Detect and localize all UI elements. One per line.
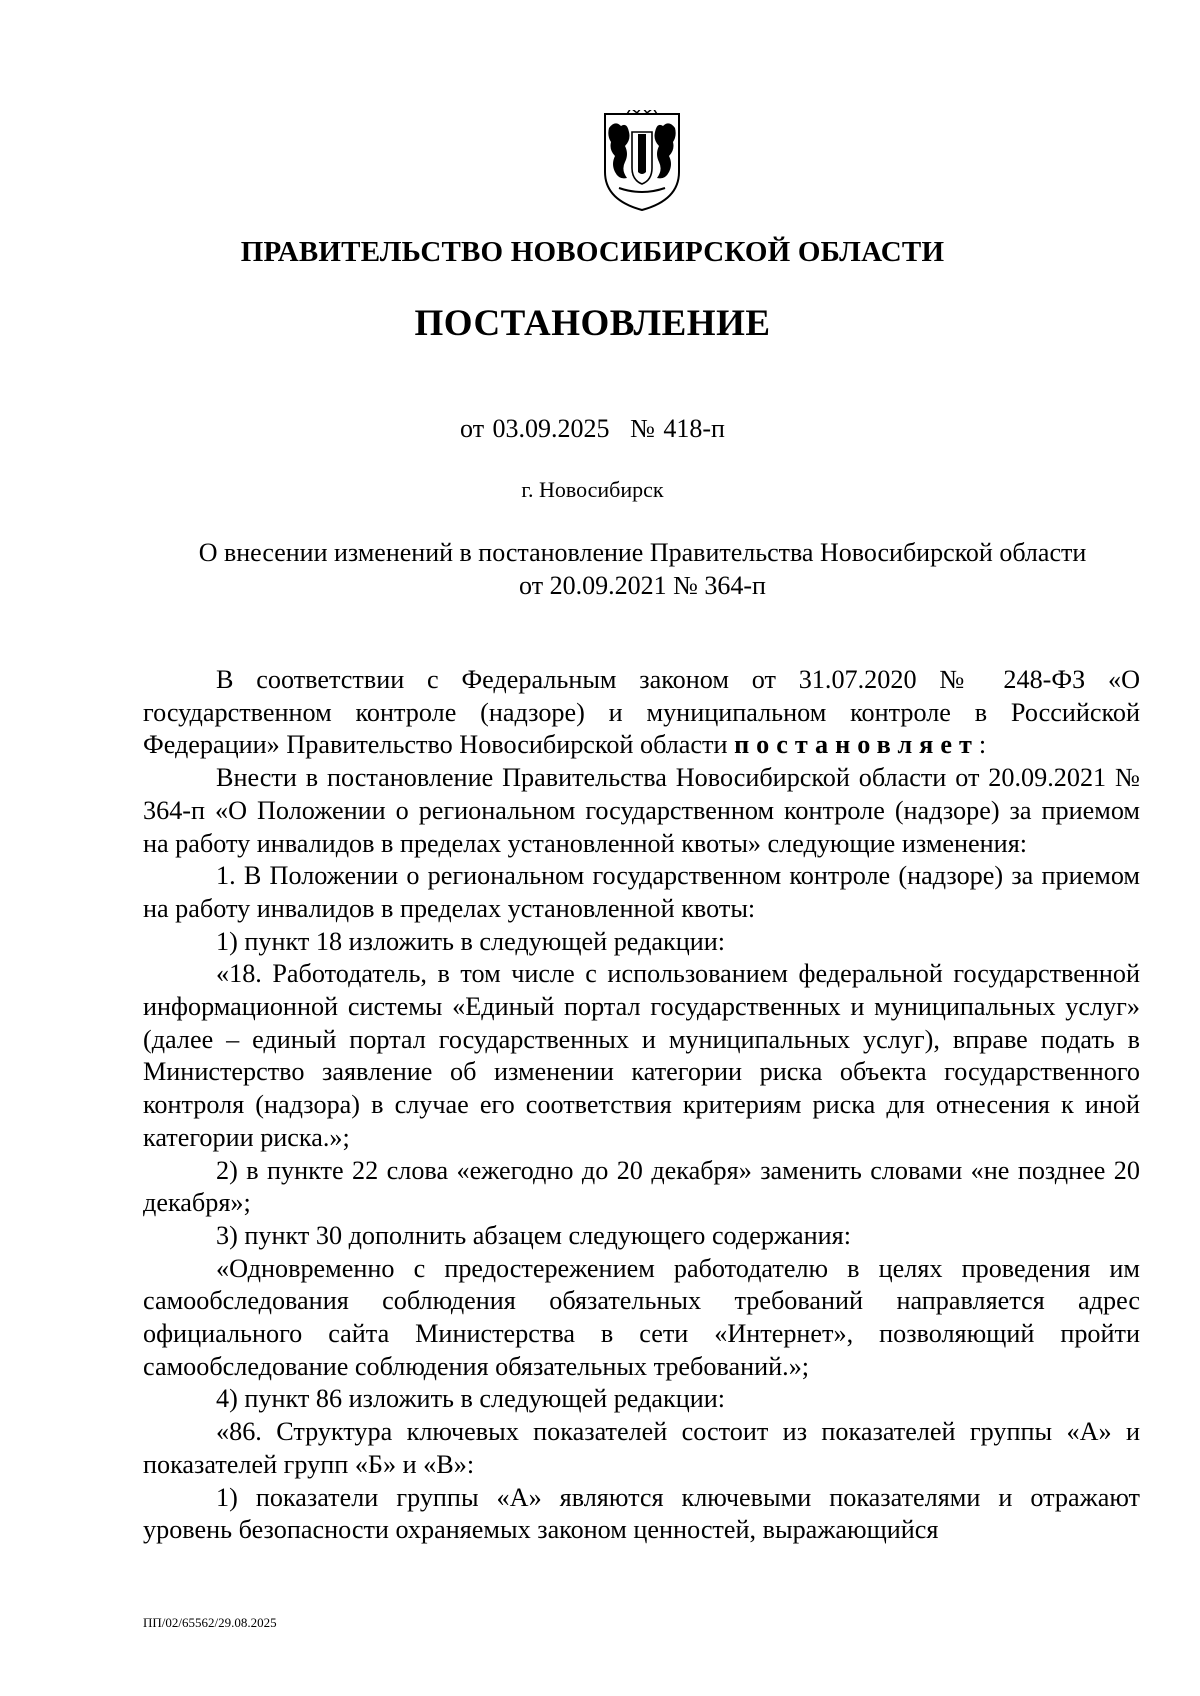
document-type: ПОСТАНОВЛЕНИЕ bbox=[414, 303, 771, 344]
paragraph: 2) в пункте 22 слова «ежегодно до 20 декабря» заменить словами «не позднее 20 декабря»; bbox=[143, 1155, 1140, 1218]
heading-line-2: от 20.09.2021 № 364-п bbox=[519, 571, 766, 600]
document-date: от 03.09.2025 bbox=[460, 414, 610, 443]
paragraph: «Одновременно с предостережением работодателю в целях проведения им самообследования соблюдения обязательных требований направляется адрес официального сайта Министерства в сети «Интернет», позволяющий пройти самообследование соблюдения обязательных требований.»; bbox=[143, 1253, 1140, 1381]
document-code: ПП/02/65562/29.08.2025 bbox=[143, 1615, 277, 1630]
document-body bbox=[143, 664, 1140, 1547]
document-number: № 418-п bbox=[630, 414, 725, 443]
paragraph: 1. В Положении о региональном государственном контроле (надзоре) за приемом на работу инвалидов в пределах установленной квоты: bbox=[143, 861, 1140, 923]
paragraph-preamble bbox=[143, 664, 1140, 762]
paragraph: 4) пункт 86 изложить в следующей редакции: bbox=[216, 1384, 726, 1414]
heading-line-1: О внесении изменений в постановление Правительства Новосибирской области bbox=[198, 538, 1087, 567]
paragraph: «18. Работодатель, в том числе с использованием федеральной государственной информационной системы «Единый портал государственных и муниципальных услуг» (далее – единый портал государственных и муниципальных услуг), вправе подать в Министерство заявление об изменении категории риска объекта государственного контроля (надзора) в случае его соответствия критериям риска для отнесения к иной категории риска.»; bbox=[143, 959, 1140, 1152]
date-number-line bbox=[0, 414, 1185, 444]
organization-title: ПРАВИТЕЛЬСТВО НОВОСИБИРСКОЙ ОБЛАСТИ bbox=[240, 236, 945, 268]
paragraph: 1) пункт 18 изложить в следующей редакции: bbox=[216, 926, 726, 956]
paragraph: Внести в постановление Правительства Новосибирской области от 20.09.2021 № 364-п «О Положении о региональном государственном контроле (надзоре) за приемом на работу инвалидов в пределах установленной квоты» следующие изменения: bbox=[143, 763, 1140, 858]
paragraph: 1) показатели группы «А» являются ключевыми показателями и отражают уровень безопасности охраняемых законом ценностей, выражающийся bbox=[143, 1482, 1140, 1545]
resolves-word: постановляет bbox=[734, 730, 979, 760]
preamble-colon: : bbox=[978, 730, 987, 760]
document-heading bbox=[140, 536, 1145, 602]
city: г. Новосибирск bbox=[521, 477, 664, 502]
paragraph: 3) пункт 30 дополнить абзацем следующего содержания: bbox=[216, 1220, 852, 1250]
paragraph: «86. Структура ключевых показателей состоит из показателей группы «А» и показателей групп «Б» и «В»: bbox=[143, 1417, 1140, 1479]
preamble-text: В соответствии с Федеральным законом от 31.07.2020 № 248-ФЗ «О государственном контроле (надзоре) и муниципальном контроле в Российской Федерации» Правительство Новосибирской области bbox=[143, 665, 1140, 760]
novosibirsk-coat-of-arms-icon bbox=[597, 110, 687, 214]
